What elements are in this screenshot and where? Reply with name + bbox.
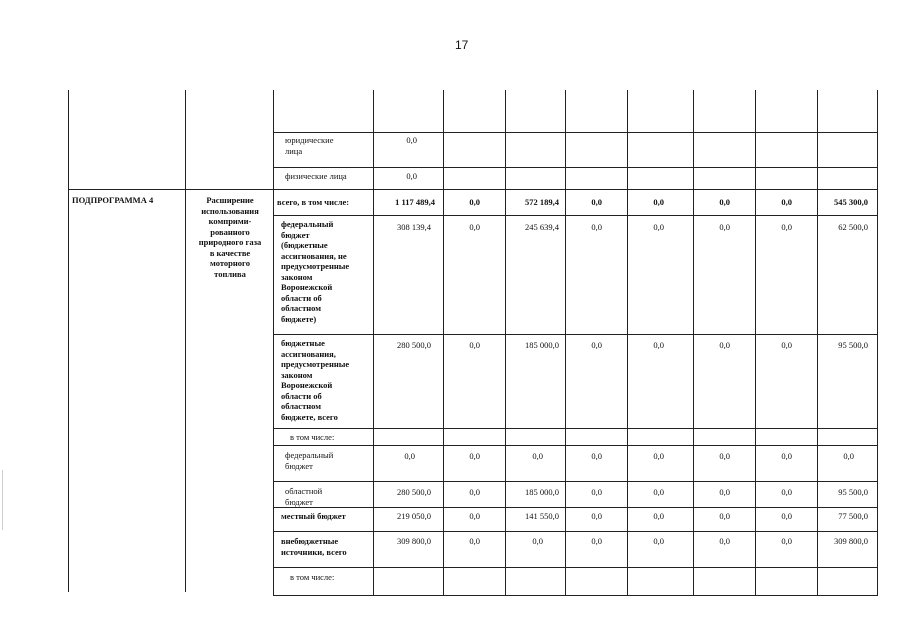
value-cell: 572 189,4 [525,197,559,207]
value-cell: 1 117 489,4 [395,197,435,207]
value-cell: 219 050,0 [397,511,431,521]
value-cell: 77 500,0 [838,511,868,521]
value-cell: 545 300,0 [834,197,868,207]
value-cell: 0,0 [591,197,602,207]
row-label-including: в том числе: [290,572,335,582]
row-label-federal: федеральный бюджет (бюджетные ассигнования, не предусмотренные законом Воронежской области об областном бюджете) [281,219,350,324]
value-cell: 0,0 [781,451,792,461]
value-cell: 309 800,0 [397,536,431,546]
value-cell: 0,0 [653,451,664,461]
value-cell: 0,0 [719,222,730,232]
value-cell: 0,0 [719,536,730,546]
value-cell: 0,0 [781,197,792,207]
value-cell: 0,0 [843,451,854,461]
value-cell: 0,0 [719,511,730,521]
row-label-including: в том числе: [290,432,335,442]
value-cell: 0,0 [469,487,480,497]
value-cell: 0,0 [591,340,602,350]
value-cell: 62 500,0 [838,222,868,232]
value-cell: 245 639,4 [525,222,559,232]
value-cell: 0,0 [591,451,602,461]
value-cell: 309 800,0 [834,536,868,546]
value-cell: 0,0 [719,487,730,497]
row-label-local: местный бюджет [281,511,346,521]
value-cell: 0,0 [781,222,792,232]
value-cell: 95 500,0 [838,340,868,350]
value-cell: 0,0 [404,451,415,461]
value-cell: 0,0 [653,197,664,207]
value-cell: 95 500,0 [838,487,868,497]
value-cell: 185 000,0 [525,340,559,350]
value-cell: 0,0 [406,135,417,145]
value-cell: 0,0 [591,511,602,521]
value-cell: 280 500,0 [397,340,431,350]
value-cell: 141 550,0 [525,511,559,521]
row-label-regional: областной бюджет [285,486,323,507]
value-cell: 308 139,4 [397,222,431,232]
value-cell: 0,0 [591,487,602,497]
program-description: Расширение использования комприми- рованного природного газа в качестве моторного топлива [198,195,262,279]
value-cell: 0,0 [653,487,664,497]
value-cell: 185 000,0 [525,487,559,497]
value-cell: 0,0 [469,511,480,521]
value-cell: 0,0 [653,536,664,546]
value-cell: 280 500,0 [397,487,431,497]
page-number: 17 [455,38,469,52]
value-cell: 0,0 [469,197,480,207]
value-cell: 0,0 [653,511,664,521]
value-cell: 0,0 [591,222,602,232]
value-cell: 0,0 [469,451,480,461]
value-cell: 0,0 [591,536,602,546]
value-cell: 0,0 [781,536,792,546]
value-cell: 0,0 [653,222,664,232]
value-cell: 0,0 [469,222,480,232]
value-cell: 0,0 [719,451,730,461]
value-cell: 0,0 [469,536,480,546]
value-cell: 0,0 [719,197,730,207]
row-label-federal-budget: федеральный бюджет [285,450,334,471]
value-cell: 0,0 [406,171,417,181]
value-cell: 0,0 [469,340,480,350]
value-cell: 0,0 [781,340,792,350]
value-cell: 0,0 [532,536,543,546]
value-cell: 0,0 [719,340,730,350]
row-label-individuals: физические лица [285,171,347,181]
row-label-appropriations: бюджетные ассигнования, предусмотренные законом Воронежской области об областном бюджете, всего [281,338,350,422]
program-name: ПОДПРОГРАММА 4 [72,195,154,205]
value-cell: 0,0 [781,511,792,521]
row-label-total: всего, в том числе: [277,197,350,207]
row-label-legal-entities: юридические лица [285,135,334,156]
value-cell: 0,0 [781,487,792,497]
value-cell: 0,0 [653,340,664,350]
row-label-extrabudget: внебюджетные источники, всего [281,536,347,557]
value-cell: 0,0 [532,451,543,461]
scan-artifact [2,470,3,530]
